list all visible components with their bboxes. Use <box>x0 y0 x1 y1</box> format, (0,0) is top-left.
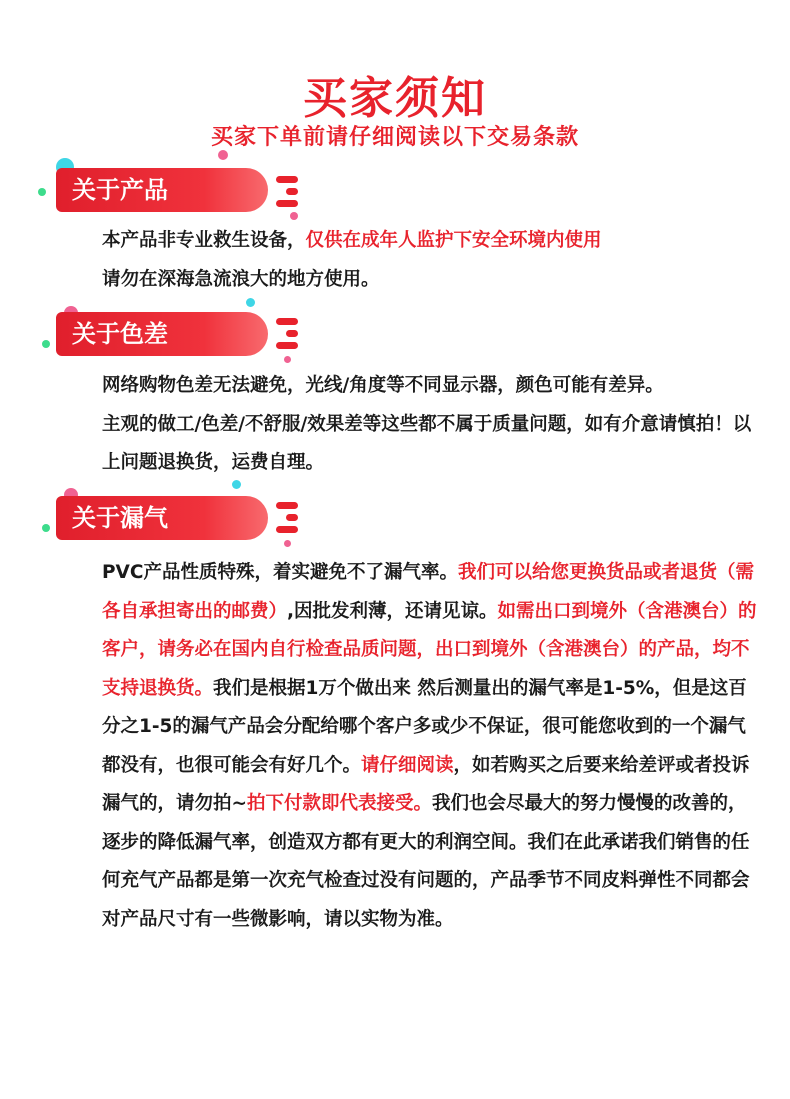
text-run: 请勿在深海急流浪大的地方使用。 <box>102 268 380 290</box>
text-run: 主观的做工/色差/不舒服/效果差等这些都不属于质量问题，如有介意请慎拍！以上问题退换货，运费自理。 <box>102 413 752 473</box>
text-run-highlight: 仅供在成年人监护下安全环境内使用 <box>305 230 602 251</box>
decor-dash <box>276 318 298 325</box>
page-subtitle: 买家下单前请仔细阅读以下交易条款 <box>210 125 579 150</box>
paragraph <box>102 222 762 261</box>
section-heading: 关于产品 <box>56 168 268 212</box>
decor-dash <box>276 342 298 349</box>
text-run: 我们也会尽最大的努力慢慢的改善的，逐步的降低漏气率，创造双方都有更大的利润空间。我们在此承诺我们销售的任何充气产品都是第一次充气检查过没有问题的，产品季节不同皮料弹性不同都会对产品尺寸有一些微影响，请以实物为准。 <box>102 793 750 930</box>
section-heading: 关于漏气 <box>56 496 268 540</box>
section-header-color <box>28 294 328 374</box>
decor-dash <box>276 526 298 533</box>
text-run: 本产品非专业救生设备， <box>102 230 306 251</box>
section-header-leak <box>28 478 328 558</box>
section-heading: 关于色差 <box>56 312 268 356</box>
text-run-highlight: 拍下付款即代表接受。 <box>247 793 433 814</box>
decor-dot-green <box>38 188 46 196</box>
paragraph <box>102 406 762 483</box>
decor-dot-pink <box>218 150 228 160</box>
decor-dash <box>286 330 298 337</box>
text-run: ，如若购买之后要来给差评或者投诉漏气的，请勿拍~ <box>102 754 750 814</box>
text-run: 我们是根据1万个做出来 然后测量出的漏气率是1-5%，但是这百分之1-5的漏气产品会分配给哪个客户多或少不保证，很可能您收到的一个漏气都没有，也很可能会有好几个。 <box>102 677 747 776</box>
decor-dash <box>276 502 298 509</box>
decor-dot-green <box>42 340 50 348</box>
paragraph <box>102 367 762 406</box>
decor-dot-cyan <box>246 298 255 307</box>
text-run: ,因批发利薄，还请见谅。 <box>287 600 498 622</box>
text-run: PVC产品性质特殊，着实避免不了漏气率。 <box>102 562 458 583</box>
decor-dot-pink <box>284 356 291 363</box>
decor-dash <box>286 188 298 195</box>
section-body-leak <box>102 554 762 939</box>
section-header-product <box>28 150 328 230</box>
decor-dot-cyan <box>232 480 241 489</box>
text-run-highlight: 请仔细阅读 <box>361 754 454 776</box>
decor-dash <box>276 176 298 183</box>
text-run-highlight: 如需出口到境外（含港澳台）的客户，请务必在国内自行检查品质问题，出口到境外（含港澳台）的产品，均不支持退换货。 <box>102 600 757 699</box>
decor-dash <box>286 514 298 521</box>
paragraph <box>102 554 762 939</box>
text-run: 网络购物色差无法避免，光线/角度等不同显示器，颜色可能有差异。 <box>102 375 664 396</box>
decor-dash <box>276 200 298 207</box>
decor-dot-green <box>42 524 50 532</box>
page-title: 买家须知 <box>303 73 487 124</box>
decor-dot-pink <box>290 212 298 220</box>
decor-dot-pink <box>284 540 291 547</box>
section-body-color <box>102 367 762 483</box>
text-run-highlight: 我们可以给您更换货品或者退货（需各自承担寄出的邮费） <box>102 562 754 622</box>
section-body-product <box>102 222 762 299</box>
